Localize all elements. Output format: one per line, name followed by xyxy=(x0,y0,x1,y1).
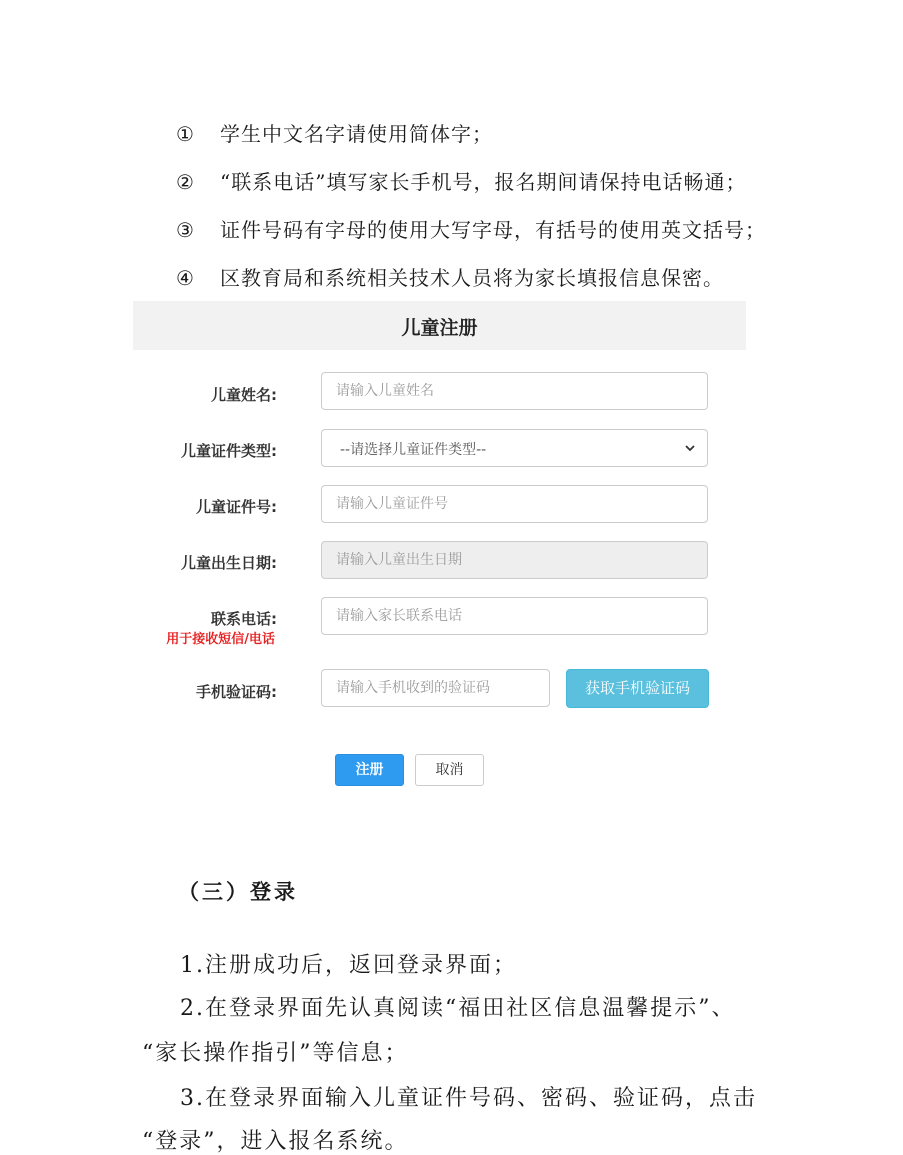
birth-date-input xyxy=(321,541,708,579)
child-name-input[interactable] xyxy=(321,372,708,410)
sms-code-label: 手机验证码: xyxy=(196,683,277,701)
note-item xyxy=(176,262,724,291)
chevron-down-icon xyxy=(685,443,695,453)
id-type-select[interactable] xyxy=(321,429,708,467)
note-item xyxy=(176,118,493,147)
register-button[interactable]: 注册 xyxy=(335,754,404,786)
paragraph: 1.注册成功后，返回登录界面； xyxy=(180,953,517,978)
phone-label: 联系电话: xyxy=(211,610,277,628)
id-number-label: 儿童证件号: xyxy=(196,498,277,516)
paragraph: 2.在登录界面先认真阅读“福田社区信息温馨提示”、 xyxy=(180,996,736,1021)
paragraph: “家长操作指引”等信息； xyxy=(142,1041,409,1066)
note-number: ① xyxy=(176,122,195,146)
paragraph: “登录”，进入报名系统。 xyxy=(142,1129,409,1154)
birth-date-label: 儿童出生日期: xyxy=(181,554,277,572)
note-text: 学生中文名字请使用简体字； xyxy=(220,122,493,146)
child-name-label: 儿童姓名: xyxy=(211,386,277,404)
note-number: ④ xyxy=(176,266,195,290)
phone-hint: 用于接收短信/电话 xyxy=(166,632,275,647)
get-sms-code-button[interactable]: 获取手机验证码 xyxy=(566,669,709,708)
note-text: 区教育局和系统相关技术人员将为家长填报信息保密。 xyxy=(220,266,724,290)
id-type-label: 儿童证件类型: xyxy=(181,442,277,460)
cancel-button[interactable]: 取消 xyxy=(415,754,484,786)
id-type-selected: --请选择儿童证件类型-- xyxy=(340,442,487,458)
note-text: “联系电话”填写家长手机号，报名期间请保持电话畅通； xyxy=(220,170,747,194)
note-number: ② xyxy=(176,170,195,194)
paragraph: 3.在登录界面输入儿童证件号码、密码、验证码，点击 xyxy=(180,1086,757,1111)
sms-code-input[interactable] xyxy=(321,669,550,707)
phone-input[interactable] xyxy=(321,597,708,635)
note-text: 证件号码有字母的使用大写字母，有括号的使用英文括号； xyxy=(220,218,766,242)
id-number-input[interactable] xyxy=(321,485,708,523)
section-title: （三）登录 xyxy=(178,879,298,904)
note-item xyxy=(176,166,746,195)
note-item xyxy=(176,214,766,243)
note-number: ③ xyxy=(176,218,195,242)
form-title: 儿童注册 xyxy=(401,317,478,339)
form-header xyxy=(133,301,746,350)
